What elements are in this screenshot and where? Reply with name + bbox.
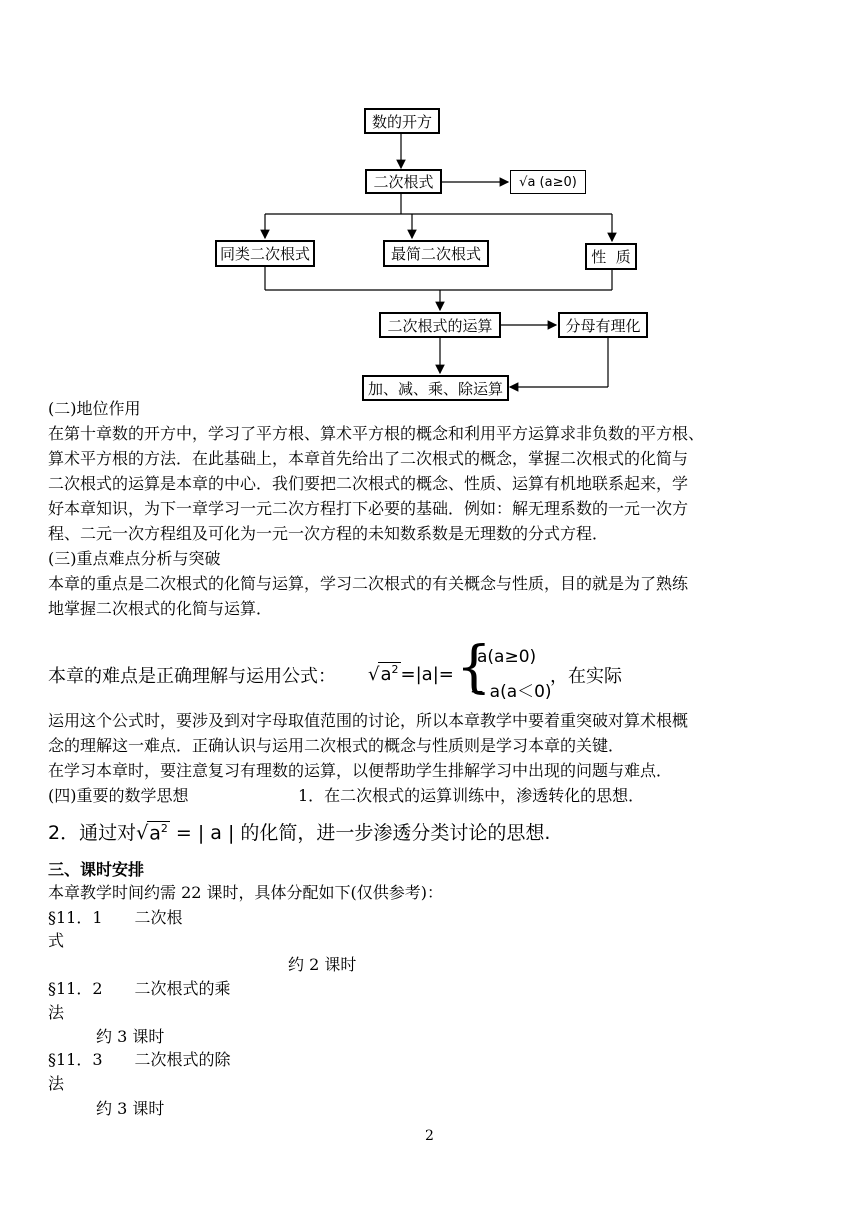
node-quadratic-radical: 二次根式 (365, 169, 442, 194)
schedule-hours: 约 2 课时 (288, 955, 357, 974)
paragraph-line: 二次根式的运算是本章的中心．我们要把二次根式的概念、性质、运算有机地联系起来，学 (48, 474, 689, 493)
formula-prefix: 本章的难点是正确理解与运用公式： (48, 666, 336, 687)
math-idea-1: 1．在二次根式的运算训练中，渗透转化的思想． (298, 786, 645, 805)
paragraph-line: 算术平方根的方法．在此基础上，本章首先给出了二次根式的概念，掌握二次根式的化简与 (48, 449, 689, 468)
schedule-intro: 本章教学时间约需 22 课时，具体分配如下(仅供参考)： (48, 883, 444, 902)
node-similar-radicals: 同类二次根式 (215, 240, 315, 267)
paragraph-line: 本章的重点是二次根式的化简与运算，学习二次根式的有关概念与性质，目的就是为了熟练 (48, 574, 689, 593)
node-radical-operations: 二次根式的运算 (379, 312, 501, 338)
section-key-points-title: (三)重点难点分析与突破 (48, 549, 221, 568)
schedule-item: §11．3 二次根式的除 (48, 1050, 231, 1069)
paragraph-line: 在第十章数的开方中，学习了平方根、算术平方根的概念和利用平方运算求非负数的平方根、 (48, 424, 705, 443)
brace-icon: { (456, 635, 492, 700)
paragraph-line: 在学习本章时，要注意复习有理数的运算，以便帮助学生排解学习中出现的问题与难点． (48, 761, 673, 780)
page-number: 2 (425, 1128, 434, 1144)
node-properties: 性 质 (585, 243, 637, 270)
radicand: $a^2$ (149, 821, 168, 844)
node-arithmetic: 加、减、乘、除运算 (362, 375, 509, 401)
formula-abs-sqrt (368, 662, 454, 685)
section-math-ideas-title: (四)重要的数学思想 (48, 786, 189, 805)
node-simplest-radicals: 最简二次根式 (383, 240, 489, 267)
schedule-item: 法 (48, 1074, 65, 1093)
formula-equals: =|a|= (400, 664, 454, 685)
formula-case-2: − a(a＜0) (470, 682, 552, 702)
schedule-hours: 约 3 课时 (96, 1027, 165, 1046)
paragraph-line: 地掌握二次根式的化简与运算． (48, 599, 273, 618)
node-root: 数的开方 (364, 108, 440, 134)
formula-suffix: ，在实际 (550, 666, 622, 687)
node-sqrt-condition: √a (a≥0) (510, 170, 586, 194)
paragraph-line: 运用这个公式时，要涉及到对字母取值范围的讨论，所以本章教学中要着重突破对算术根概 (48, 711, 689, 730)
sqrt-sign-icon: √ (368, 664, 380, 685)
formula-case-1: a(a≥0) (477, 647, 537, 667)
paragraph-line: 程、二元一次方程组及可化为一元一次方程的未知数系数是无理数的分式方程． (48, 524, 609, 543)
flowchart-lines (0, 0, 860, 410)
schedule-item: 式 (48, 931, 65, 950)
radicand: $a^2$ (380, 663, 399, 685)
schedule-item: §11．2 二次根式的乘 (48, 979, 231, 998)
schedule-hours: 约 3 课时 (96, 1099, 165, 1118)
math-idea-2: 2．通过对$√a^2$ = | a | 的化简，进一步渗透分类讨论的思想. (48, 821, 551, 844)
paragraph-line: 好本章知识，为下一章学习一元二次方程打下必要的基础．例如：解无理系数的一元一次方 (48, 499, 689, 518)
schedule-heading: 三、课时安排 (48, 860, 145, 879)
section-position-title: (二)地位作用 (48, 399, 141, 418)
schedule-item: §11．1 二次根 (48, 908, 183, 927)
node-rationalize: 分母有理化 (558, 312, 648, 338)
paragraph-line: 念的理解这一难点．正确认识与运用二次根式的概念与性质则是学习本章的关键． (48, 736, 625, 755)
sqrt-sign-icon: √ (136, 822, 149, 844)
schedule-item: 法 (48, 1003, 65, 1022)
